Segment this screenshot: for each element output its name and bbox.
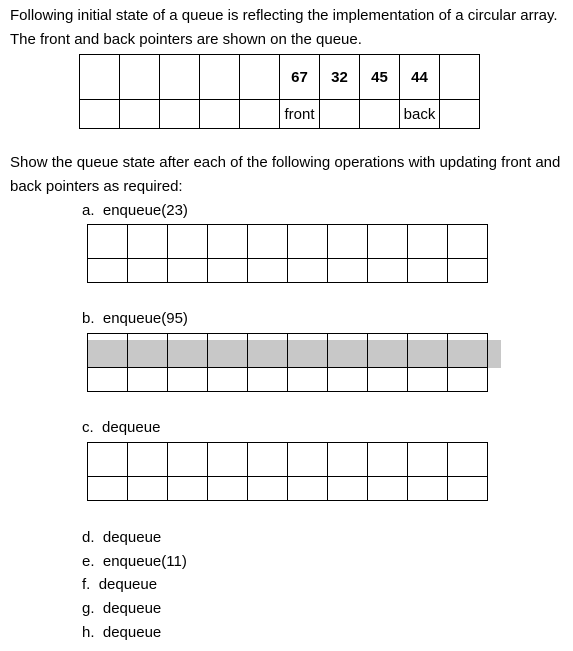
blank-row — [88, 477, 488, 501]
blank-cell — [88, 443, 128, 477]
blank-cell — [208, 477, 248, 501]
blank-cell — [408, 368, 448, 392]
operation-a — [82, 199, 188, 222]
blank-cell — [408, 477, 448, 501]
blank-cell — [168, 368, 208, 392]
blank-cell — [288, 443, 328, 477]
queue-cell: 67 — [280, 55, 320, 100]
queue-cell: 44 — [400, 55, 440, 100]
blank-cell — [168, 477, 208, 501]
operation-letter: e. — [82, 553, 95, 570]
blank-cell — [248, 259, 288, 283]
queue-pointers-row — [80, 100, 480, 129]
operation-label: enqueue(11) — [102, 553, 187, 570]
blank-cell — [368, 443, 408, 477]
blank-cell — [128, 368, 168, 392]
operation-h — [82, 621, 161, 644]
pointer-cell — [80, 100, 120, 129]
blank-cell — [208, 443, 248, 477]
blank-cell — [128, 443, 168, 477]
operation-letter: b. — [82, 310, 95, 327]
blank-cell — [248, 334, 288, 368]
queue-cell: 32 — [320, 55, 360, 100]
operation-c — [82, 416, 160, 439]
instruction-paragraph: Show the queue state after each of the following operations with updating front and back pointers as required: — [10, 154, 561, 195]
operation-label: dequeue — [102, 419, 161, 436]
operation-g — [82, 597, 161, 620]
blank-row — [88, 259, 488, 283]
pointer-cell — [120, 100, 160, 129]
answer-table-c — [87, 442, 488, 501]
operation-letter: f. — [82, 576, 91, 593]
blank-cell — [368, 334, 408, 368]
blank-cell — [88, 334, 128, 368]
operation-letter: a. — [82, 202, 95, 219]
blank-cell — [368, 477, 408, 501]
pointer-cell-front: front — [280, 100, 320, 129]
blank-cell — [288, 368, 328, 392]
blank-cell — [448, 225, 488, 259]
pointer-cell — [160, 100, 200, 129]
queue-cell — [80, 55, 120, 100]
operation-letter: c. — [82, 419, 94, 436]
operation-letter: d. — [82, 529, 95, 546]
blank-cell — [208, 259, 248, 283]
pointer-cell — [200, 100, 240, 129]
blank-cell — [248, 443, 288, 477]
blank-row — [88, 368, 488, 392]
operation-label: dequeue — [102, 600, 162, 617]
blank-cell — [328, 259, 368, 283]
blank-cell — [368, 368, 408, 392]
queue-values-row — [80, 55, 480, 100]
blank-cell — [448, 368, 488, 392]
operation-d — [82, 526, 161, 549]
blank-cell — [288, 477, 328, 501]
operation-label: enqueue(23) — [102, 202, 188, 219]
blank-cell — [248, 477, 288, 501]
pointer-cell — [320, 100, 360, 129]
blank-cell — [168, 334, 208, 368]
blank-cell — [168, 259, 208, 283]
queue-cell — [240, 55, 280, 100]
operation-e — [82, 550, 187, 573]
blank-row — [88, 443, 488, 477]
blank-cell — [88, 477, 128, 501]
blank-cell — [328, 477, 368, 501]
operation-label: enqueue(95) — [102, 310, 188, 327]
pointer-cell — [360, 100, 400, 129]
blank-cell — [328, 443, 368, 477]
queue-cell — [440, 55, 480, 100]
operation-letter: h. — [82, 624, 95, 641]
queue-cell — [120, 55, 160, 100]
blank-cell — [328, 225, 368, 259]
blank-cell — [448, 477, 488, 501]
blank-cell — [248, 225, 288, 259]
blank-cell — [328, 368, 368, 392]
blank-cell — [208, 368, 248, 392]
operation-b — [82, 307, 188, 330]
blank-cell — [408, 334, 448, 368]
blank-cell — [88, 259, 128, 283]
blank-cell — [328, 334, 368, 368]
pointer-cell-back: back — [400, 100, 440, 129]
operation-label: dequeue — [102, 624, 162, 641]
pointer-cell — [240, 100, 280, 129]
blank-cell — [408, 443, 448, 477]
blank-cell — [88, 368, 128, 392]
blank-cell — [368, 259, 408, 283]
blank-cell — [408, 225, 448, 259]
operation-f — [82, 573, 157, 596]
blank-cell — [128, 334, 168, 368]
blank-cell — [448, 259, 488, 283]
initial-queue-table — [79, 54, 480, 129]
blank-cell — [448, 443, 488, 477]
blank-cell — [88, 225, 128, 259]
blank-cell — [248, 368, 288, 392]
answer-table-a — [87, 224, 488, 283]
blank-cell — [288, 259, 328, 283]
blank-row — [88, 334, 488, 368]
blank-cell — [448, 334, 488, 368]
operation-label: dequeue — [102, 529, 162, 546]
intro-paragraph: Following initial state of a queue is reflecting the implementation of a circular array. The front and back pointers are shown on the queue. — [10, 7, 558, 48]
answer-table-b — [87, 333, 488, 392]
blank-cell — [368, 225, 408, 259]
blank-row — [88, 225, 488, 259]
blank-cell — [128, 225, 168, 259]
blank-cell — [128, 477, 168, 501]
pointer-cell — [440, 100, 480, 129]
queue-cell: 45 — [360, 55, 400, 100]
blank-cell — [168, 225, 208, 259]
blank-cell — [128, 259, 168, 283]
blank-cell — [208, 334, 248, 368]
blank-cell — [168, 443, 208, 477]
blank-cell — [288, 225, 328, 259]
operation-label: dequeue — [98, 576, 158, 593]
blank-cell — [408, 259, 448, 283]
operation-letter: g. — [82, 600, 95, 617]
queue-cell — [200, 55, 240, 100]
blank-cell — [208, 225, 248, 259]
queue-cell — [160, 55, 200, 100]
blank-cell — [288, 334, 328, 368]
